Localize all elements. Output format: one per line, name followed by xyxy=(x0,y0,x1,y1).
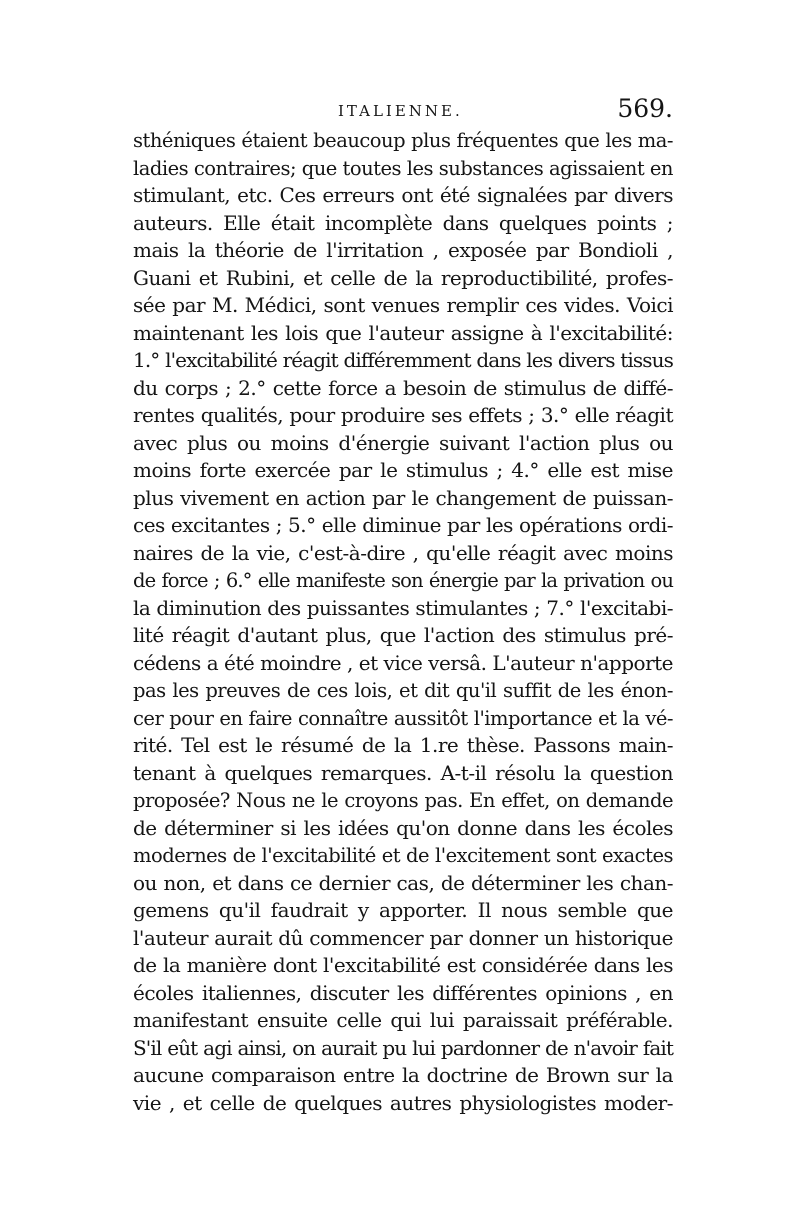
text-line: lité réagit d'autant plus, que l'action des stimulus pré- xyxy=(133,623,673,647)
text-line: écoles italiennes, discuter les différentes opinions , en xyxy=(133,980,673,1005)
text-line: proposée? Nous ne le croyons pas. En effet, on demande xyxy=(133,789,673,812)
page-number: 569. xyxy=(617,94,673,123)
text-line: modernes de l'excitabilité et de l'excitement sont exactes xyxy=(133,844,673,867)
text-line: vie , et celle de quelques autres physiologistes moder- xyxy=(133,1090,673,1115)
text-line: maintenant les lois que l'auteur assigne à l'excitabilité: xyxy=(133,320,673,345)
text-line: pas les preuves de ces lois, et dit qu'il suffit de les énon- xyxy=(133,679,673,702)
text-line: l'auteur aurait dû commencer par donner un historique xyxy=(133,925,673,950)
text-line: Guani et Rubini, et celle de la reproductibilité, profes- xyxy=(133,265,673,290)
text-line: naires de la vie, c'est-à-dire , qu'elle réagit avec moins xyxy=(133,540,673,565)
text-line: plus vivement en action par le changement de puissan- xyxy=(133,485,673,510)
text-line: avec plus ou moins d'énergie suivant l'action plus ou xyxy=(133,430,673,455)
text-line: sée par M. Médici, sont venues remplir ces vides. Voici xyxy=(133,293,673,317)
running-head xyxy=(133,96,673,130)
text-line: la diminution des puissantes stimulantes ; 7.° l'excitabi- xyxy=(133,595,673,620)
text-line: stimulant, etc. Ces erreurs ont été signalées par divers xyxy=(133,183,673,207)
text-line: cédens a été moindre , et vice versâ. L'auteur n'apporte xyxy=(133,650,673,675)
body-text xyxy=(133,127,673,1117)
text-line: ou non, et dans ce dernier cas, de déterminer les chan- xyxy=(133,870,673,895)
text-line: de déterminer si les idées qu'on donne dans les écoles xyxy=(133,815,673,840)
text-line: de force ; 6.° elle manifeste son énergie par la privation ou xyxy=(133,569,673,592)
text-line: du corps ; 2.° cette force a besoin de stimulus de diffé- xyxy=(133,375,673,400)
text-line: manifestant ensuite celle qui lui paraissait préférable. xyxy=(133,1008,673,1032)
text-line: sthéniques étaient beaucoup plus fréquentes que les ma- xyxy=(133,129,673,152)
text-line: de la manière dont l'excitabilité est considérée dans les xyxy=(133,953,673,977)
running-head-title: ITALIENNE. xyxy=(338,102,463,120)
text-line: 1.° l'excitabilité réagit différemment dans les divers tissus xyxy=(133,348,673,372)
text-line: ces excitantes ; 5.° elle diminue par les opérations ordi- xyxy=(133,513,673,537)
text-line: S'il eût agi ainsi, on aurait pu lui pardonner de n'avoir fait xyxy=(133,1035,673,1060)
text-line: cer pour en faire connaître aussitôt l'importance et la vé- xyxy=(133,706,673,730)
text-line: auteurs. Elle était incomplète dans quelques points ; xyxy=(133,210,673,235)
text-line: tenant à quelques remarques. A-t-il résolu la question xyxy=(133,760,673,785)
text-line: gemens qu'il faudrait y apporter. Il nous semble que xyxy=(133,898,673,922)
text-line: rité. Tel est le résumé de la 1.re thèse. Passons main- xyxy=(133,733,673,757)
text-line: rentes qualités, pour produire ses effets ; 3.° elle réagit xyxy=(133,403,673,427)
text-line: moins forte exercée par le stimulus ; 4.° elle est mise xyxy=(133,458,673,482)
text-line: aucune comparaison entre la doctrine de Brown sur la xyxy=(133,1063,673,1087)
text-line: mais la théorie de l'irritation , exposée par Bondioli , xyxy=(133,238,673,262)
text-line: ladies contraires; que toutes les substances agissaient en xyxy=(133,156,673,180)
